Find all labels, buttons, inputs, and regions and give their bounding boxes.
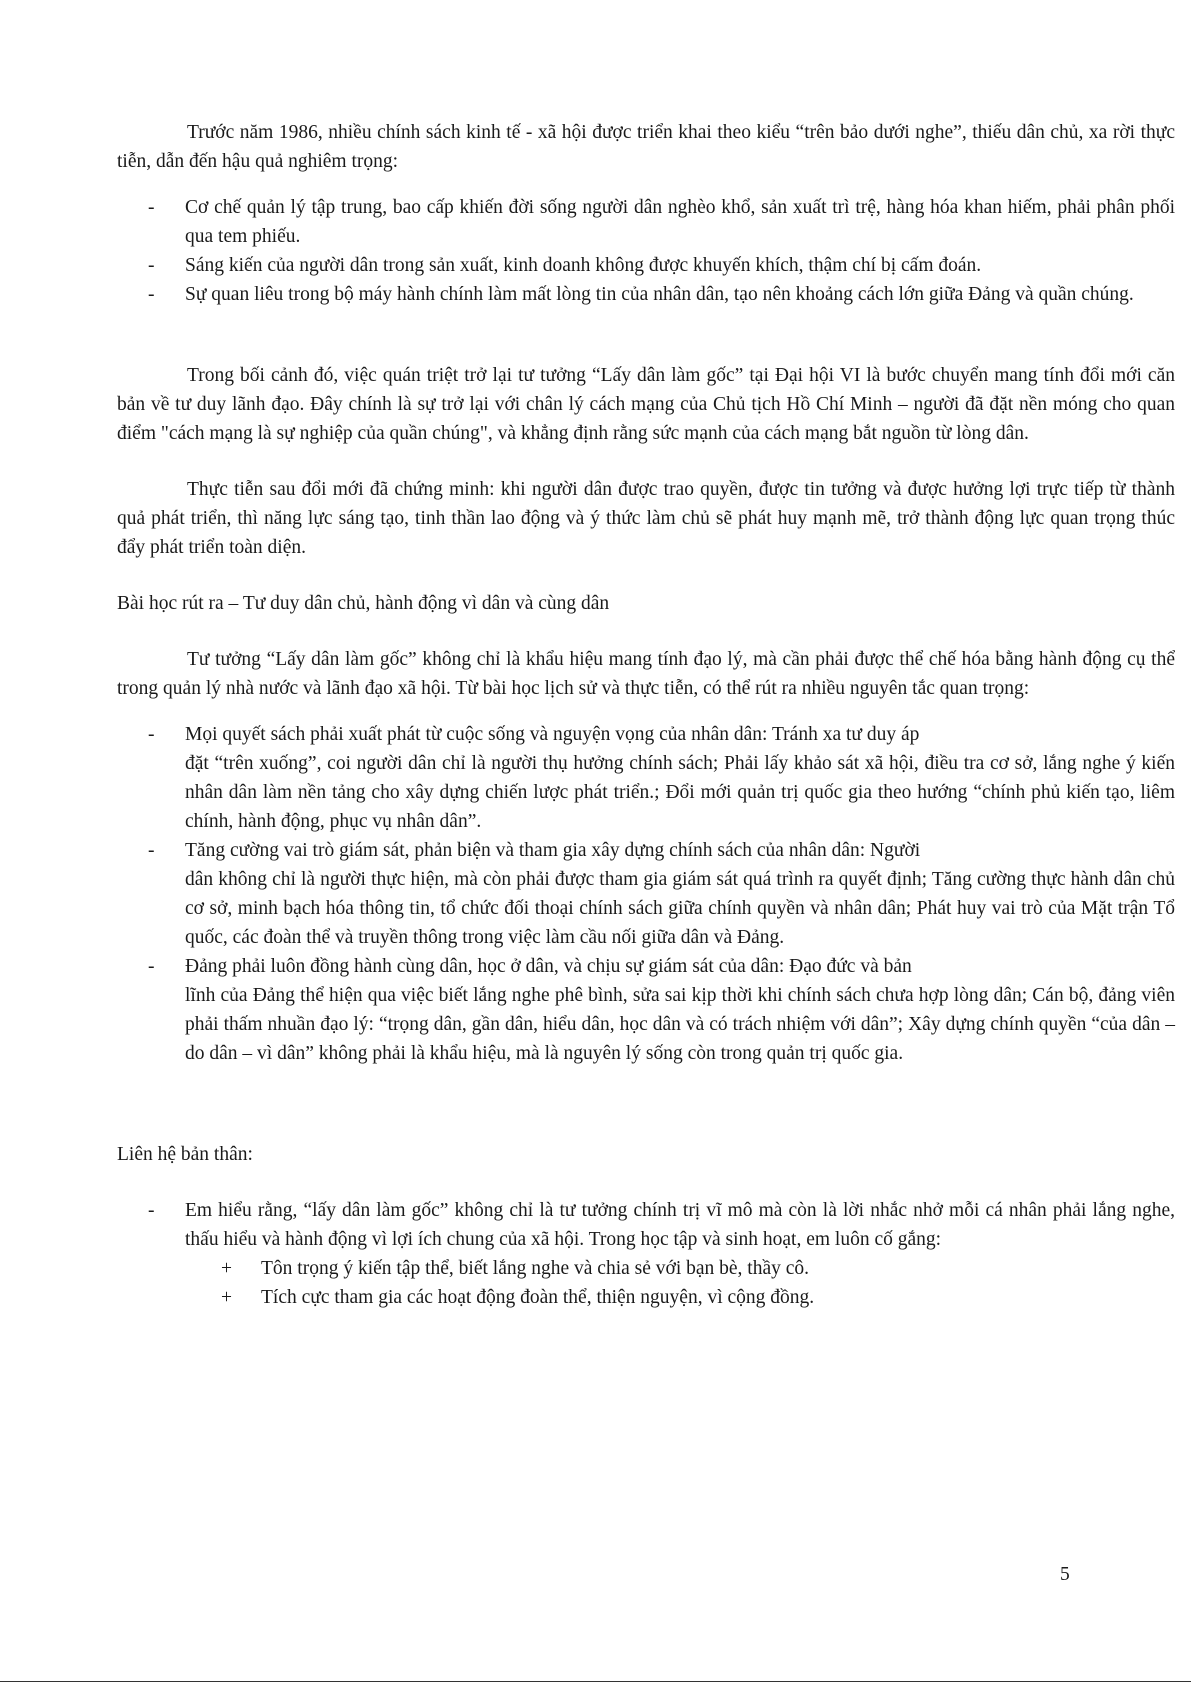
plus-bullet: + (221, 1287, 232, 1308)
sub-list-item: + Tích cực tham gia các hoạt động đoàn thể, thiện nguyện, vì cộng đồng. (117, 1283, 1175, 1312)
dash-bullet: - (148, 840, 155, 861)
dash-bullet: - (148, 284, 155, 305)
list-item: - Cơ chế quản lý tập trung, bao cấp khiến đời sống người dân nghèo khổ, sản xuất trì trệ, hàng hóa khan hiếm, phải phân phối qua tem phiếu. (117, 193, 1175, 251)
list-item: - Đảng phải luôn đồng hành cùng dân, học ở dân, và chịu sự giám sát của dân: Đạo đức và bản lĩnh của Đảng thể hiện qua việc biết lắng nghe phê bình, sửa sai kịp thời khi chính sách chưa hợp lòng dân; Cán bộ, đảng viên phải thấm nhuần đạo lý: “trọng dân, gần dân, hiểu dân, học dân và có trách nhiệm với dân”; Xây dựng chính quyền “của dân – do dân – vì dân” không phải là khẩu hiệu, mà là nguyên lý sống còn trong quản trị quốc gia. (117, 952, 1175, 1068)
principles-list (117, 720, 1175, 1068)
dash-bullet: - (148, 197, 155, 218)
intro-paragraph: Trước năm 1986, nhiều chính sách kinh tế - xã hội được triển khai theo kiểu “trên bảo dưới nghe”, thiếu dân chủ, xa rời thực tiễn, dẫn đến hậu quả nghiêm trọng: (117, 122, 1175, 172)
self-heading: Liên hệ bản thân: (117, 1144, 253, 1165)
practice-paragraph: Thực tiễn sau đổi mới đã chứng minh: khi người dân được trao quyền, được tin tưởng và được hưởng lợi trực tiếp từ thành quả phát triển, thì năng lực sáng tạo, tinh thần lao động và ý thức làm chủ sẽ phát huy mạnh mẽ, trở thành động lực quan trọng thúc đẩy phát triển toàn diện. (117, 479, 1175, 558)
consequences-list (117, 193, 1175, 309)
list-item: - Sáng kiến của người dân trong sản xuất, kinh doanh không được khuyến khích, thậm chí bị cấm đoán. (117, 251, 1175, 280)
context-paragraph: Trong bối cảnh đó, việc quán triệt trở lại tư tưởng “Lấy dân làm gốc” tại Đại hội VI là bước chuyển mang tính đổi mới căn bản về tư duy lãnh đạo. Đây chính là sự trở lại với chân lý cách mạng của Chủ tịch Hồ Chí Minh – người đã đặt nền móng cho quan điểm "cách mạng là sự nghiệp của quần chúng", và khẳng định rằng sức mạnh của cách mạng bắt nguồn từ lòng dân. (117, 365, 1175, 444)
lessons-heading: Bài học rút ra – Tư duy dân chủ, hành động vì dân và cùng dân (117, 593, 610, 614)
dash-bullet: - (148, 724, 155, 745)
sub-list-item: + Tôn trọng ý kiến tập thể, biết lắng nghe và chia sẻ với bạn bè, thầy cô. (117, 1254, 1175, 1283)
self-list (117, 1196, 1175, 1312)
dash-bullet: - (148, 956, 155, 977)
list-item: - Sự quan liêu trong bộ máy hành chính làm mất lòng tin của nhân dân, tạo nên khoảng cách lớn giữa Đảng và quần chúng. (117, 280, 1175, 309)
dash-bullet: - (148, 1200, 155, 1221)
list-item: - Mọi quyết sách phải xuất phát từ cuộc sống và nguyện vọng của nhân dân: Tránh xa tư duy áp đặt “trên xuống”, coi người dân chỉ là người thụ hưởng chính sách; Phải lấy khảo sát xã hội, điều tra cơ sở, lắng nghe ý kiến nhân dân làm nền tảng cho xây dựng chiến lược phát triển.; Đổi mới quản trị quốc gia theo hướng “chính phủ kiến tạo, liêm chính, hành động, phục vụ nhân dân”. (117, 720, 1175, 836)
page-number: 5 (1060, 1564, 1070, 1585)
bottom-rule (0, 1681, 1191, 1682)
self-sub-list (185, 1254, 1175, 1312)
list-item: - Tăng cường vai trò giám sát, phản biện và tham gia xây dựng chính sách của nhân dân: Người dân không chỉ là người thực hiện, mà còn phải được tham gia giám sát quá trình ra quyết định; Tăng cường thực hành dân chủ cơ sở, minh bạch hóa thông tin, tổ chức đối thoại chính sách giữa chính quyền và nhân dân; Phát huy vai trò của Mặt trận Tổ quốc, các đoàn thể và truyền thông trong việc làm cầu nối giữa dân và Đảng. (117, 836, 1175, 952)
plus-bullet: + (221, 1258, 232, 1279)
document-page (117, 118, 1175, 1312)
dash-bullet: - (148, 255, 155, 276)
list-item: - Em hiểu rằng, “lấy dân làm gốc” không chỉ là tư tưởng chính trị vĩ mô mà còn là lời nhắc nhở mỗi cá nhân phải lắng nghe, thấu hiểu và hành động vì lợi ích chung của xã hội. Trong học tập và sinh hoạt, em luôn cố gắng: + Tôn trọng ý kiến tập thể, biết lắng nghe và chia sẻ với bạn bè, thầy cô. + Tích cực tham gia các hoạt động đoàn thể, thiện nguyện, vì cộng đồng. (117, 1196, 1175, 1312)
principles-intro-paragraph: Tư tưởng “Lấy dân làm gốc” không chỉ là khẩu hiệu mang tính đạo lý, mà cần phải được thể chế hóa bằng hành động cụ thể trong quản lý nhà nước và lãnh đạo xã hội. Từ bài học lịch sử và thực tiễn, có thể rút ra nhiều nguyên tắc quan trọng: (117, 649, 1175, 699)
